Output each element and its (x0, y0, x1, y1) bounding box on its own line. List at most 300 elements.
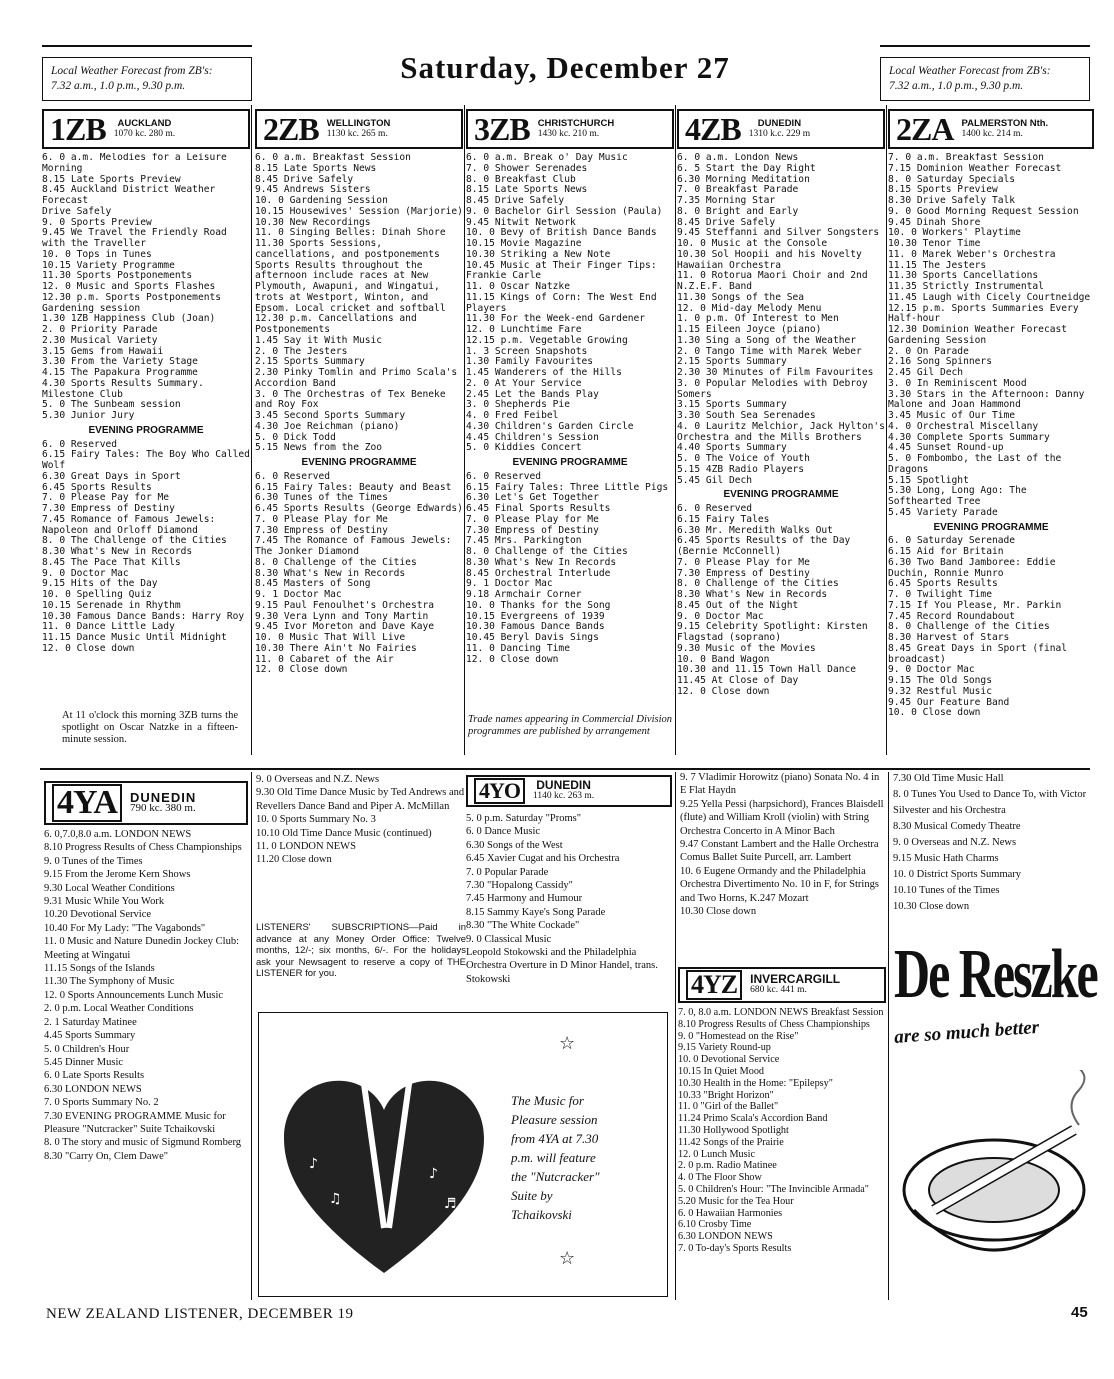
program-line: 10. 0 Band Wagon (677, 653, 770, 665)
program-line: 9. 0 Overseas and N.Z. News (256, 774, 380, 785)
program-line: 7. 0, 8.0 a.m. LONDON NEWS Breakfast Session (678, 1007, 884, 1018)
program-line: 10.30 Close down (680, 906, 757, 918)
section-divider (40, 768, 1090, 770)
program-line: 6.45 Sports Results (888, 578, 998, 590)
weather-box-right (880, 57, 1090, 101)
program-line: 2. 0 Tango Time with Marek Weber (677, 345, 862, 357)
schedule-1zb (42, 153, 250, 708)
program-line: 11. 0 Singing Belles: Dinah Shore (255, 227, 446, 239)
program-line: 3.30 From the Variety Stage (42, 356, 198, 368)
station-call-sign: 2ZA (896, 111, 954, 147)
weather-times: 7.32 a.m., 1.0 p.m., 9.30 p.m. (889, 80, 1024, 92)
station-header-4ya (44, 781, 248, 825)
program-line: 8. 0 Challenge of the Cities (888, 621, 1050, 633)
program-line: 1.45 Wanderers of the Hills (466, 367, 622, 378)
program-line: 4. 0 Fred Feibel (466, 410, 559, 421)
station-city: INVERCARGILL (750, 972, 841, 986)
program-line: 11.30 The Symphony of Music (44, 976, 175, 988)
program-line: 10.40 For My Lady: "The Vagabonds" (44, 922, 206, 934)
program-line: 8.30 "The White Cockade" (466, 920, 580, 932)
promo-line: The Music for (511, 1093, 584, 1108)
program-line: 6.15 Aid for Britain (888, 546, 1004, 557)
program-line: 12.15 p.m. Sports Summaries Every Half-hour (888, 302, 1079, 325)
program-line: 6. 0 a.m. London News (677, 153, 799, 163)
program-line: 10. 0 Music at the Console (677, 238, 828, 249)
station-frequency: 1310 k.c. 229 m (748, 129, 811, 139)
station-header-3zb (466, 109, 674, 149)
program-line: 5. 0 Dick Todd (255, 431, 336, 443)
evening-programme-heading: EVENING PROGRAMME (512, 457, 628, 468)
program-line: 5.20 Music for the Tea Hour (678, 1195, 794, 1207)
station-frequency: 790 kc. 380 m. (130, 802, 196, 814)
station-city: DUNEDIN (757, 118, 802, 129)
program-line: 8.45 Drive Safely (255, 173, 354, 185)
program-line: 9.30 Old Time Dance Music by Ted Andrews and Revellers Dance Band and Piper A. McMillan (256, 787, 465, 812)
program-line: 11.30 Sports Cancellations (888, 270, 1039, 282)
program-line: 8.15 Late Sports News (255, 162, 377, 174)
program-line: 8.30 What's New in Records (255, 567, 406, 579)
program-line: 12. 0 Lunch Music (678, 1148, 755, 1160)
program-line: 9.31 Music While You Work (44, 896, 165, 908)
program-line: 11.24 Primo Scala's Accordion Band (678, 1113, 828, 1125)
program-line: 2.15 Sports Summary (255, 356, 365, 368)
program-line: 8.45 Masters of Song (255, 578, 371, 590)
evening-programme-heading: EVENING PROGRAMME (301, 457, 417, 468)
program-line: 11.45 Laugh with Cicely Courtneidge (888, 291, 1091, 303)
schedule-4yo-late (680, 771, 886, 961)
program-line: 6. 0 a.m. Break o' Day Music (466, 153, 628, 163)
program-line: 8. 0 Saturday Specials (888, 173, 1016, 185)
smoke-icon (1072, 1070, 1085, 1125)
station-call-sign: 4YO (474, 778, 525, 804)
program-line: 4. 0 Orchestral Miscellany (888, 420, 1039, 432)
station-header-2za (888, 109, 1094, 149)
program-line: 7.45 Romance of Famous Jewels: Napoleon and Orloff Diamond (42, 513, 216, 536)
program-line: 8.30 What's New In Records (466, 556, 617, 568)
program-line: 10.15 Movie Magazine (466, 238, 582, 249)
program-line: 1.30 Family Favourites (466, 356, 594, 368)
schedule-4ya-late (256, 773, 468, 903)
station-frequency: 1430 kc. 210 m. (537, 129, 600, 139)
nutcracker-promo (258, 1012, 668, 1297)
program-line: 2.16 Song Spinners (888, 356, 992, 368)
program-line: 12. 0 Music and Sports Flashes (42, 281, 216, 292)
program-line: 9. 7 Vladimir Horowitz (piano) Sonata No. 4 in E Flat Haydn (680, 772, 880, 797)
program-line: 11. 0 Rotorua Maori Choir and 2nd N.Z.E.F. Band (677, 270, 868, 292)
program-line: 6.45 Sports Results of the Day (Bernie McConnell) (677, 535, 851, 557)
program-line: 3.30 South Sea Serenades (677, 410, 816, 421)
program-line: 9. 0 Doctor Mac (888, 664, 975, 676)
ad-brand: De Reszke (894, 934, 1097, 1013)
program-line: 8.30 "Carry On, Clem Dawe" (44, 1150, 169, 1162)
program-line: 10.15 Variety Programme (42, 259, 175, 271)
program-line: 7. 0 Please Play for Me (466, 513, 599, 525)
program-line: 8. 0 Breakfast Club (466, 173, 576, 185)
program-line: 9.45 Steffanni and Silver Songsters (677, 227, 880, 239)
program-line: 9.15 From the Jerome Kern Shows (44, 869, 191, 881)
program-line: 5. 0 Children's Hour: "The Invincible Armada" (678, 1183, 869, 1195)
program-line: 11. 0 Music and Nature Dunedin Jockey Club: Meeting at Wingatui (44, 936, 239, 961)
program-line: 6.30 LONDON NEWS (678, 1231, 773, 1243)
program-line: 11.30 Sports Postponements (42, 270, 193, 282)
program-line: 8.45 The Pace That Kills (42, 556, 181, 568)
schedule-2za (888, 153, 1094, 753)
program-line: 11.15 The Jesters (888, 259, 987, 271)
program-line: 6.10 Crosby Time (678, 1219, 752, 1231)
program-line: 7. 0 Shower Serenades (466, 162, 588, 174)
program-line: 4.45 Sunset Round-up (888, 442, 1004, 454)
program-line: 10.30 Close down (893, 901, 970, 912)
program-line: 11. 0 Oscar Natzke (466, 281, 570, 292)
program-line: Leopold Stokowski and the Philadelphia Orchestra Overture in D Minor Handel, trans. Stokowski (466, 947, 658, 985)
program-line: 9.18 Armchair Corner (466, 589, 582, 600)
program-line: 8.30 Drive Safely Talk (888, 195, 1016, 206)
program-line: 7.30 EVENING PROGRAMME Music for Pleasure "Nutcracker" Suite Tchaikovski (44, 1110, 226, 1135)
program-line: 2. 0 Priority Parade (42, 324, 158, 335)
program-line: 11.45 At Close of Day (677, 675, 799, 686)
program-line: 9. 0 Doctor Mac (42, 567, 129, 579)
program-line: 8.30 What's New in Records (42, 546, 193, 557)
program-line: 9.45 Dinah Shore (888, 216, 981, 228)
program-line: 9. 1 Doctor Mac (255, 589, 342, 600)
schedule-2zb (255, 153, 463, 753)
program-line: 9.15 The Old Songs (888, 675, 992, 686)
station-frequency: 1400 kc. 214 m. (961, 129, 1023, 139)
program-line: 9.45 Ivor Moreton and Dave Kaye (255, 621, 435, 633)
program-line: 10.30 Sol Hoopii and his Novelty Hawaiian Orchestra (677, 248, 862, 271)
program-line: 5.30 Junior Jury (42, 410, 135, 421)
program-line: 11. 0 LONDON NEWS (256, 841, 356, 853)
program-line: 8.45 Drive Safely (677, 216, 776, 228)
program-line: 6.30 Tunes of the Times (255, 492, 388, 504)
program-line: 7.45 Harmony and Humour (466, 893, 583, 905)
program-line: 8.15 Sports Preview (888, 184, 998, 196)
station-header-2zb (255, 109, 463, 149)
station-call-sign: 4ZB (685, 111, 741, 147)
program-line: 9. 0 "Homestead on the Rise" (678, 1030, 799, 1042)
program-line: 11.15 Kings of Corn: The West End Players (466, 291, 657, 314)
evening-programme-heading: EVENING PROGRAMME (88, 424, 204, 436)
station-header-4zb (677, 109, 885, 149)
program-line: 11. 0 Dancing Time (466, 642, 570, 654)
program-line: 10. 0 Workers' Playtime (888, 227, 1021, 239)
program-line: 4. 0 Lauritz Melchior, Jack Hylton's Orchestra and the Mills Brothers (677, 420, 885, 443)
program-line: 10. 0 Spelling Quiz (42, 589, 152, 600)
program-line: 10.30 There Ain't No Fairies (255, 642, 417, 654)
program-line: 6.45 Sports Results (42, 481, 152, 493)
program-line: 9.45 Our Feature Band (888, 696, 1010, 708)
program-line: 6. 0 Hawaiian Harmonies (678, 1207, 783, 1219)
program-line: 12. 0 Close down (677, 685, 770, 697)
station-city: CHRISTCHURCH (537, 118, 615, 129)
program-line: 9.25 Yella Pessi (harpsichord), Frances Blaisdell (flute) and William Kroll (violin) with String Orchestra Concerto in A Minor Bach (680, 798, 884, 837)
program-line: 9. 1 Doctor Mac (466, 578, 553, 590)
program-line: 4.40 Sports Summary (677, 442, 787, 454)
program-line: 3.15 Sports Summary (677, 399, 787, 411)
column-rule (251, 105, 252, 755)
program-line: 7. 0 Please Play for Me (677, 556, 810, 568)
program-line: 10.33 "Bright Horizon" (678, 1089, 774, 1101)
program-line: 6. 0,7.0,8.0 a.m. LONDON NEWS (44, 829, 192, 840)
program-line: 12. 0 Close down (42, 642, 135, 654)
column-rule (888, 772, 889, 1300)
program-line: 5.15 News from the Zoo (255, 442, 383, 454)
page-title: Saturday, December 27 (400, 50, 730, 85)
program-line: 7.30 Old Time Music Hall (893, 773, 1004, 784)
station-header-4yo (466, 775, 672, 807)
program-line: 8.30 Harvest of Stars (888, 632, 1010, 643)
program-line: 3. 0 Popular Melodies with Debroy Somers (677, 377, 868, 400)
subscriptions-text: LISTENERS' SUBSCRIPTIONS—Paid in advance at any Money Order Office: Twelve months, 12/-; six months, 6/-. For the holidays ask your Newsagent to reserve a copy of THE LISTENER for you. (256, 922, 466, 979)
program-line: 9. 0 Doctor Mac (677, 610, 764, 622)
program-line: 8. 0 Challenge of the Cities (255, 556, 417, 568)
station-frequency: 680 kc. 441 m. (750, 985, 807, 995)
svg-text:♪: ♪ (309, 1156, 318, 1172)
program-line: 11.15 Dance Music Until Midnight (42, 632, 227, 643)
program-line: 9.15 Variety Round-up (678, 1042, 771, 1054)
program-line: 5.15 4ZB Radio Players (677, 463, 805, 475)
program-line: 8.15 Late Sports Preview (42, 173, 181, 185)
program-line: 8. 0 Challenge of the Cities (466, 546, 628, 557)
program-line: 9.30 Vera Lynn and Tony Martin (255, 610, 429, 622)
column-rule (675, 772, 676, 1300)
program-line: 1.30 1ZB Happiness Club (Joan) (42, 313, 216, 325)
program-line: 6.30 Songs of the West (466, 839, 563, 851)
program-line: 11.42 Songs of the Prairie (678, 1136, 784, 1148)
nut-icon (408, 1040, 420, 1052)
program-line: 11.30 Songs of the Sea (677, 291, 805, 303)
program-line: 6.15 Fairy Tales (677, 513, 770, 525)
program-line: 11. 0 Cabaret of the Air (255, 653, 394, 665)
program-line: 7. 0 To-day's Sports Results (678, 1242, 792, 1254)
program-line: 4.30 Children's Garden Circle (466, 420, 634, 432)
program-line: 2. 0 On Parade (888, 345, 969, 357)
header-rule-left (42, 45, 252, 47)
program-line: 10.10 Old Time Dance Music (continued) (256, 827, 432, 839)
column-rule (675, 105, 676, 755)
program-line: 4.45 Children's Session (466, 431, 599, 443)
promo-line: Suite by (511, 1188, 553, 1203)
program-line: 11.15 Songs of the Islands (44, 963, 155, 975)
program-line: 5.45 Dinner Music (44, 1056, 124, 1068)
program-line: 7. 0 Popular Parade (466, 866, 549, 878)
promo-line: from 4YA at 7.30 (511, 1131, 599, 1146)
program-line: 5.30 Long, Long Ago: The Softhearted Tree (888, 485, 1027, 507)
program-line: 2.45 Gil Dech (888, 367, 964, 378)
program-line: 9. 0 Sports Preview (42, 216, 152, 228)
column-note: At 11 o'clock this morning 3ZB turns the spotlight on Oscar Natzke in a fifteen-minute session. (62, 710, 238, 745)
weather-times: 7.32 a.m., 1.0 p.m., 9.30 p.m. (51, 80, 186, 92)
program-line: 11.30 For the Week-end Gardener (466, 313, 646, 325)
program-line: 8. 0 The story and music of Sigmund Romberg (44, 1137, 242, 1149)
program-line: 12.30 Dominion Weather Forecast Gardening Session (888, 324, 1068, 346)
header-rule-right (880, 45, 1090, 47)
station-call-sign: 3ZB (474, 111, 530, 147)
program-line: 3. 0 In Reminiscent Mood (888, 377, 1027, 389)
program-line: 10. 0 Sports Summary No. 3 (256, 814, 376, 826)
program-line: 10. 0 District Sports Summary (893, 869, 1022, 880)
svg-text:♬: ♬ (444, 1196, 457, 1212)
program-line: 11. 0 "Girl of the Ballet" (678, 1101, 779, 1113)
program-line: 10.30 New Recordings (255, 216, 371, 228)
station-call-sign: 4YA (52, 784, 122, 822)
program-line: 12.15 p.m. Vegetable Growing (466, 334, 628, 346)
program-line: 1. 3 Screen Snapshots (466, 345, 588, 357)
program-line: 10. 0 Music That Will Live (255, 632, 406, 643)
program-line: 8. 0 Bright and Early (677, 205, 799, 217)
program-line: 4.30 Sports Results Summary. Milestone Club (42, 377, 204, 400)
program-line: 4.15 The Papakura Programme (42, 367, 198, 378)
program-line: 5. 0 p.m. Saturday "Proms" (466, 813, 582, 824)
evening-programme-heading: EVENING PROGRAMME (933, 521, 1049, 533)
program-line: 6.30 Two Band Jamboree: Eddie Duchin, Ronnie Munro (888, 556, 1056, 579)
program-line: 3. 0 The Orchestras of Tex Beneke and Roy Fox (255, 388, 446, 411)
column-rule (464, 105, 465, 755)
program-line: 8.45 Out of the Night (677, 599, 799, 611)
program-line: 7.15 If You Please, Mr. Parkin (888, 599, 1062, 611)
program-line: 10.30 Striking a New Note (466, 248, 611, 260)
program-line: 12.30 p.m. Cancellations and Postponements (255, 313, 417, 335)
program-line: 7. 0 Sports Summary No. 2 (44, 1097, 159, 1109)
promo-line: p.m. will feature (511, 1150, 596, 1165)
page-number: 45 (1071, 1304, 1088, 1321)
program-line: 7.30 Empress of Destiny (42, 503, 175, 514)
program-line: 10.15 Serenade in Rhythm (42, 599, 181, 611)
program-line: 10. 0 Gardening Session (255, 195, 388, 206)
program-line: 6.30 LONDON NEWS (44, 1083, 142, 1095)
program-line: 2. 0 The Jesters (255, 345, 348, 357)
schedule-4zb (677, 153, 885, 753)
program-line: 9. 0 Classical Music (466, 933, 552, 945)
program-line: 10.15 Evergreens of 1939 (466, 610, 605, 622)
program-line: 3.15 Gems from Hawaii (42, 345, 164, 357)
program-line: 2. 1 Saturday Matinee (44, 1016, 137, 1028)
program-line: 7.35 Morning Star (677, 195, 776, 206)
program-line: 5. 0 Children's Hour (44, 1043, 130, 1055)
program-line: 11.35 Strictly Instrumental (888, 281, 1044, 292)
program-line: 12. 0 Close down (466, 653, 559, 665)
program-line: 4.45 Sports Summary (44, 1030, 136, 1042)
column-note: Trade names appearing in Commercial Division programmes are published by arrangement (468, 714, 672, 737)
program-line: 6.15 Fairy Tales: Beauty and Beast (255, 481, 452, 493)
program-line: 8.10 Progress Results of Chess Championships (678, 1018, 870, 1030)
program-line: 8.15 Sammy Kaye's Song Parade (466, 906, 606, 918)
program-line: 6.30 Mr. Meredith Walks Out (677, 524, 833, 536)
program-line: 9. 0 Bachelor Girl Session (Paula) (466, 205, 663, 217)
program-line: 12. 0 Mid-day Melody Menu (677, 302, 822, 314)
weather-label: Local Weather Forecast from ZB's: (889, 65, 1051, 77)
program-line: 10.20 Devotional Service (44, 909, 152, 921)
program-line: 7. 0 Breakfast Parade (677, 184, 799, 196)
program-line: 6. 0 a.m. Breakfast Session (255, 153, 411, 163)
program-line: 6. 0 Late Sports Results (44, 1070, 145, 1082)
program-line: 9.30 Local Weather Conditions (44, 882, 175, 894)
program-line: 3.45 Second Sports Summary (255, 410, 406, 421)
program-line: 2.30 Pinky Tomlin and Primo Scala's Accordion Band (255, 367, 458, 389)
program-line: 7. 0 Twilight Time (888, 589, 992, 600)
program-line: 8.45 Drive Safely (466, 195, 565, 206)
program-line: 8.10 Progress Results of Chess Championships (44, 842, 242, 854)
program-line: 2. 0 p.m. Radio Matinee (678, 1160, 777, 1172)
program-line: 7.15 Dominion Weather Forecast (888, 162, 1062, 174)
program-line: 12. 0 Close down (255, 664, 348, 676)
star-icon: ☆ (559, 1248, 576, 1269)
program-line: 9. 0 Tunes of the Times (44, 855, 143, 867)
station-call-sign: 2ZB (263, 111, 319, 147)
subscriptions-notice (256, 922, 466, 980)
program-line: 7.30 "Hopalong Cassidy" (466, 880, 573, 892)
station-header-1zb (42, 109, 250, 149)
station-city: AUCKLAND (117, 118, 172, 129)
program-line: 6. 0 Saturday Serenade (888, 535, 1016, 547)
program-line: 2.45 Let the Bands Play (466, 388, 599, 400)
schedule-4yz (678, 1007, 886, 1297)
program-line: 8.45 Auckland District Weather Forecast (42, 184, 216, 206)
program-line: 10.30 Famous Dance Bands: Harry Roy (42, 610, 245, 622)
program-line: 10.15 Housewives' Session (Marjorie) (255, 205, 463, 217)
program-line: 6.15 Fairy Tales: The Boy Who Called Wolf (42, 449, 250, 471)
program-line: 9.15 Hits of the Day (42, 578, 158, 590)
program-line: 10. 6 Eugene Ormandy and the Philadelphia Orchestra Divertimento No. 10 in F, for Strings and Two Horns, K.247 Mozart (680, 865, 879, 904)
program-line: 7.30 Empress of Destiny (677, 567, 810, 579)
program-line: 10.45 Beryl Davis Sings (466, 632, 599, 643)
program-line: 9. 0 Good Morning Request Session (888, 205, 1079, 217)
promo-text (511, 1091, 661, 1224)
station-call-sign: 1ZB (50, 111, 106, 147)
program-line: 8.30 Musical Comedy Theatre (893, 821, 1021, 832)
program-line: 6. 0 a.m. Melodies for a Leisure Morning (42, 153, 227, 174)
svg-text:♪: ♪ (429, 1166, 438, 1182)
program-line: 10. 0 Thanks for the Song (466, 599, 611, 611)
station-frequency: 1130 kc. 265 m. (326, 129, 388, 139)
program-line: 5. 0 The Voice of Youth (677, 453, 810, 464)
program-line: 8.15 Late Sports News (466, 184, 588, 196)
program-line: 5.45 Gil Dech (677, 474, 753, 486)
program-line: 10.10 Tunes of the Times (893, 885, 1000, 896)
program-line: 2. 0 At Your Service (466, 377, 582, 389)
program-line: 2.30 Musical Variety (42, 334, 158, 346)
schedule-4yz-evening (893, 771, 1093, 921)
promo-line: the "Nutcracker" (511, 1169, 600, 1184)
program-line: 6. 0 Reserved (677, 503, 753, 514)
promo-line: Tchaikovski (511, 1207, 572, 1222)
program-line: 6. 0 Dance Music (466, 826, 541, 838)
program-line: 10.45 Music at Their Finger Tips: Frankie Carle (466, 259, 657, 282)
program-line: 5. 0 The Sunbeam session (42, 399, 181, 411)
program-line: 4. 0 The Floor Show (678, 1172, 762, 1184)
program-line: 10.30 Tenor Time (888, 238, 981, 249)
station-frequency: 1140 kc. 263 m. (533, 791, 595, 801)
program-line: 10.30 Famous Dance Bands (466, 621, 605, 633)
weather-box-left (42, 57, 252, 101)
program-line: 6. 5 Start the Day Right (677, 162, 816, 174)
program-line: 7. 0 Please Play for Me (255, 513, 388, 525)
program-line: 11. 0 Dance Little Lady (42, 621, 175, 633)
program-line: 7.45 Record Roundabout (888, 610, 1016, 622)
program-line: 4.30 Complete Sports Summary (888, 431, 1050, 443)
program-line: 5. 0 Kiddies Concert (466, 442, 582, 454)
ashtray-cigarette-illustration (894, 1070, 1094, 1300)
program-line: 10. 0 Tops in Tunes (42, 248, 152, 260)
program-line: 5. 0 Fombombo, the Last of the Dragons (888, 453, 1062, 475)
svg-text:♫: ♫ (329, 1191, 342, 1207)
program-line: 6.45 Xavier Cugat and his Orchestra (466, 853, 620, 865)
footer-publication: NEW ZEALAND LISTENER, DECEMBER 19 (46, 1306, 354, 1322)
program-line: 10. 0 Close down (888, 707, 981, 719)
program-line: 11.20 Close down (256, 854, 332, 866)
program-line: 3.30 Stars in the Afternoon: Danny Malone and Joan Hammond (888, 388, 1085, 411)
program-line: 9.45 Nitwit Network (466, 216, 576, 228)
